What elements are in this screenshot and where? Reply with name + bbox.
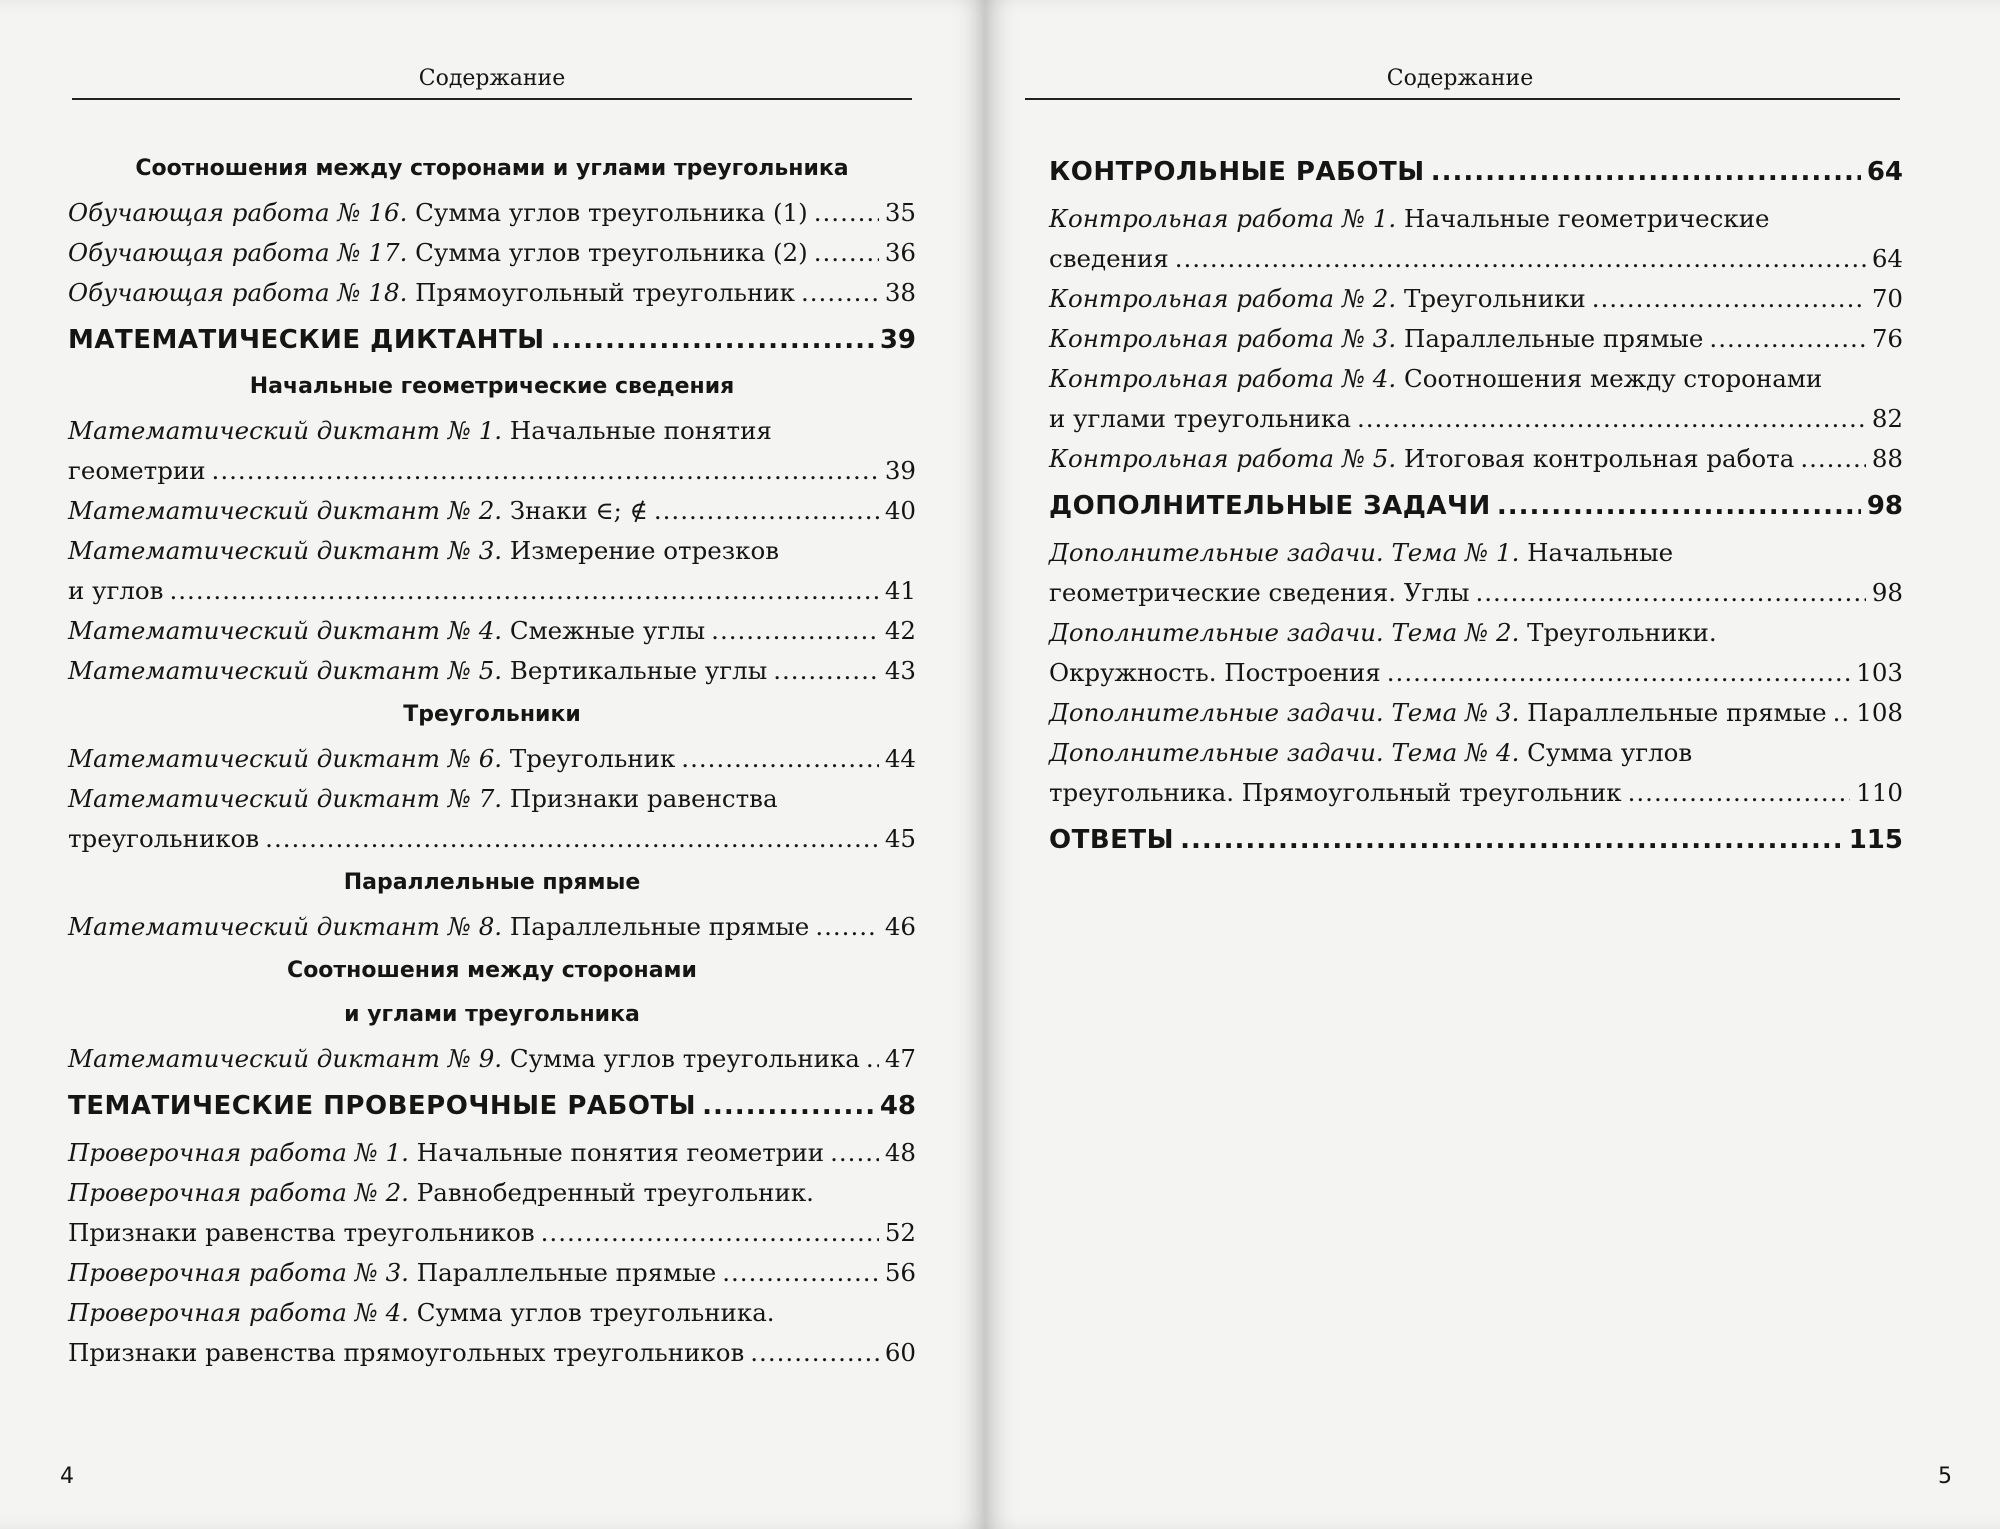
page-ref: 43: [884, 656, 916, 685]
entry-title: Параллельные прямые: [416, 1258, 717, 1287]
entry-heading: [68, 193, 808, 233]
page-ref: 35: [884, 198, 916, 227]
entry-line: [68, 907, 916, 947]
running-head: Содержание: [418, 66, 566, 91]
page-ref: 47: [884, 1044, 916, 1073]
entry-title: Начальные понятия: [509, 416, 772, 445]
left-page: [0, 0, 985, 1529]
page-ref: 38: [884, 278, 916, 307]
entry-title: Вертикальные углы: [509, 656, 768, 685]
entry-kind: Математический диктант № 7.: [68, 784, 503, 813]
entry-line: [68, 531, 916, 571]
toc-entry: [68, 193, 916, 233]
dot-leader: [830, 1133, 879, 1173]
entry-line: [68, 193, 916, 233]
entry-continuation: треугольника. Прямоугольный треугольник: [1049, 778, 1622, 807]
toc-subheading: Соотношения между сторонами: [287, 958, 697, 983]
entry-kind: Обучающая работа № 18.: [68, 278, 408, 307]
dot-leader: [866, 1039, 879, 1079]
dot-leader: [169, 571, 878, 611]
entry-line: [68, 1213, 916, 1253]
entry-title: Прямоугольный треугольник: [415, 278, 795, 307]
dot-leader: [1357, 399, 1866, 439]
running-head: Содержание: [1386, 66, 1534, 91]
entry-title: Сумма углов: [1527, 738, 1693, 767]
entry-title: Начальные: [1527, 538, 1674, 567]
dot-leader: [212, 451, 879, 491]
entry-line: [68, 1253, 916, 1293]
entry-continuation: Окружность. Построения: [1049, 658, 1381, 687]
entry-line: [1049, 693, 1903, 733]
toc-entry: [68, 739, 916, 779]
entry-kind: Дополнительные задачи. Тема № 2.: [1049, 618, 1520, 647]
entry-title: Итоговая контрольная работа: [1403, 444, 1795, 473]
entry-line: [68, 451, 916, 491]
entry-line: [68, 651, 916, 691]
entry-line: [68, 1333, 916, 1373]
toc-section: [1049, 483, 1903, 529]
dot-leader: [773, 651, 879, 691]
dot-leader: [541, 1213, 879, 1253]
dot-leader: [1800, 439, 1866, 479]
dot-leader: [750, 1333, 879, 1373]
header-rule: [1025, 98, 1900, 100]
entry-title: Сумма углов треугольника (1): [415, 198, 808, 227]
toc-entry: [68, 491, 916, 531]
page-ref: 60: [884, 1338, 916, 1367]
entry-kind: Математический диктант № 4.: [68, 616, 503, 645]
entry-kind: Математический диктант № 5.: [68, 656, 503, 685]
page-ref: 98: [1871, 578, 1903, 607]
entry-heading: [68, 907, 809, 947]
entry-kind: Дополнительные задачи. Тема № 3.: [1049, 698, 1520, 727]
entry-title: Треугольники.: [1527, 618, 1717, 647]
entry-line: [1049, 773, 1903, 813]
entry-title: Равнобедренный треугольник.: [416, 1178, 814, 1207]
entry-title: Сумма углов треугольника (2): [415, 238, 808, 267]
toc-entry: [1049, 279, 1903, 319]
entry-title: Параллельные прямые: [509, 912, 810, 941]
entry-title: Измерение отрезков: [509, 536, 779, 565]
entry-line: [68, 273, 916, 313]
entry-title: Треугольник: [509, 744, 676, 773]
page-ref: 70: [1871, 284, 1903, 313]
entry-line: [1049, 439, 1903, 479]
page-ref: 48: [879, 1091, 916, 1121]
entry-heading: [1049, 204, 1770, 233]
entry-title: Треугольники: [1403, 284, 1586, 313]
entry-line: [68, 233, 916, 273]
entry-line: [1049, 613, 1903, 653]
entry-heading: [1049, 618, 1717, 647]
section-title: МАТЕМАТИЧЕСКИЕ ДИКТАНТЫ: [68, 325, 545, 355]
entry-heading: [68, 233, 808, 273]
toc-subheading: Соотношения между сторонами и углами треугольника: [135, 156, 849, 181]
entry-line: [68, 411, 916, 451]
entry-continuation: геометрические сведения. Углы: [1049, 578, 1470, 607]
dot-leader: [654, 491, 879, 531]
toc-entry: [68, 907, 916, 947]
toc-section: [68, 1083, 916, 1129]
section-title: ТЕМАТИЧЕСКИЕ ПРОВЕРОЧНЫЕ РАБОТЫ: [68, 1091, 697, 1121]
entry-kind: Математический диктант № 3.: [68, 536, 503, 565]
toc-subheading: Треугольники: [403, 702, 581, 727]
entry-title: Признаки равенства: [509, 784, 778, 813]
toc-section: [68, 317, 916, 363]
entry-continuation: и углов: [68, 576, 164, 605]
page-ref: 40: [884, 496, 916, 525]
page-ref: 44: [884, 744, 916, 773]
entry-title: Параллельные прямые: [1403, 324, 1704, 353]
header-rule: [72, 98, 912, 100]
page-number: 4: [60, 1464, 74, 1489]
toc-entry: [1049, 613, 1903, 693]
toc-section: [1049, 149, 1903, 195]
entry-line: [68, 491, 916, 531]
entry-title: Начальные геометрические: [1403, 204, 1770, 233]
toc-entry: [1049, 533, 1903, 613]
page-ref: 103: [1856, 658, 1903, 687]
page-number: 5: [1938, 1464, 1952, 1489]
entry-heading: [1049, 319, 1703, 359]
entry-heading: [68, 1133, 824, 1173]
entry-kind: Контрольная работа № 3.: [1049, 324, 1397, 353]
entry-kind: Математический диктант № 9.: [68, 1044, 503, 1073]
entry-title: Смежные углы: [509, 616, 706, 645]
entry-heading: [68, 611, 705, 651]
page-ref: 64: [1871, 244, 1903, 273]
entry-line: [1049, 399, 1903, 439]
toc-entry: [68, 531, 916, 611]
page-ref: 52: [884, 1218, 916, 1247]
entry-line: [68, 1293, 916, 1333]
entry-line: [68, 1173, 916, 1213]
entry-heading: [68, 1039, 860, 1079]
entry-kind: Контрольная работа № 4.: [1049, 364, 1397, 393]
toc-list: [1049, 145, 1903, 867]
page-ref: 36: [884, 238, 916, 267]
section-title: ОТВЕТЫ: [1049, 825, 1175, 855]
entry-kind: Проверочная работа № 2.: [68, 1178, 409, 1207]
toc-entry: [68, 1039, 916, 1079]
toc-subheading: и углами треугольника: [344, 1002, 640, 1027]
dot-leader: [801, 273, 879, 313]
entry-heading: [1049, 279, 1586, 319]
entry-heading: [68, 273, 795, 313]
entry-continuation: сведения: [1049, 244, 1169, 273]
page-ref: 48: [884, 1138, 916, 1167]
entry-line: [1049, 319, 1903, 359]
entry-line: [1049, 279, 1903, 319]
entry-kind: Контрольная работа № 2.: [1049, 284, 1397, 313]
toc-entry: [68, 233, 916, 273]
entry-continuation: треугольников: [68, 824, 260, 853]
toc-section: [1049, 817, 1903, 863]
dot-leader: [722, 1253, 879, 1293]
dot-leader: [1628, 773, 1851, 813]
page-ref: 88: [1871, 444, 1903, 473]
dot-leader: [1175, 239, 1866, 279]
entry-title: Знаки ∈; ∉: [509, 496, 648, 525]
entry-kind: Проверочная работа № 4.: [68, 1298, 409, 1327]
dot-leader: [1497, 483, 1861, 529]
entry-title: Соотношения между сторонами: [1403, 364, 1823, 393]
entry-continuation: Признаки равенства треугольников: [68, 1218, 535, 1247]
entry-heading: [68, 784, 778, 813]
dot-leader: [815, 907, 879, 947]
entry-heading: [68, 1178, 814, 1207]
dot-leader: [265, 819, 879, 859]
entry-line: [1049, 573, 1903, 613]
right-page: [985, 0, 2000, 1529]
page-ref: 115: [1848, 825, 1903, 855]
entry-line: [1049, 733, 1903, 773]
entry-kind: Обучающая работа № 17.: [68, 238, 408, 267]
entry-kind: Математический диктант № 1.: [68, 416, 503, 445]
toc-entry: [68, 273, 916, 313]
entry-line: [68, 1039, 916, 1079]
entry-heading: [68, 739, 675, 779]
toc-entry: [68, 611, 916, 651]
toc-entry: [1049, 733, 1903, 813]
entry-kind: Проверочная работа № 1.: [68, 1138, 409, 1167]
entry-kind: Математический диктант № 2.: [68, 496, 503, 525]
entry-continuation: Признаки равенства прямоугольных треугольников: [68, 1338, 745, 1367]
page-ref: 56: [884, 1258, 916, 1287]
toc-subheading: Параллельные прямые: [343, 870, 641, 895]
dot-leader: [681, 739, 879, 779]
entry-kind: Обучающая работа № 16.: [68, 198, 408, 227]
toc-entry: [1049, 693, 1903, 733]
entry-line: [68, 611, 916, 651]
entry-heading: [1049, 538, 1673, 567]
toc-entry: [68, 411, 916, 491]
dot-leader: [1180, 817, 1843, 863]
toc-entry: [1049, 359, 1903, 439]
entry-heading: [68, 416, 772, 445]
entry-kind: Дополнительные задачи. Тема № 4.: [1049, 738, 1520, 767]
dot-leader: [814, 193, 879, 233]
entry-heading: [1049, 439, 1794, 479]
dot-leader: [1387, 653, 1850, 693]
toc-entry: [68, 1253, 916, 1293]
entry-kind: Дополнительные задачи. Тема № 1.: [1049, 538, 1520, 567]
entry-heading: [68, 491, 648, 531]
page-ref: 41: [884, 576, 916, 605]
toc-entry: [1049, 199, 1903, 279]
entry-heading: [68, 651, 767, 691]
page-ref: 39: [879, 325, 916, 355]
entry-heading: [1049, 364, 1822, 393]
entry-heading: [68, 1253, 716, 1293]
toc-entry: [1049, 439, 1903, 479]
dot-leader: [711, 611, 879, 651]
entry-continuation: и углами треугольника: [1049, 404, 1351, 433]
page-ref: 82: [1871, 404, 1903, 433]
entry-title: Сумма углов треугольника: [509, 1044, 860, 1073]
entry-line: [1049, 199, 1903, 239]
entry-kind: Математический диктант № 8.: [68, 912, 503, 941]
page-ref: 110: [1856, 778, 1903, 807]
entry-kind: Проверочная работа № 3.: [68, 1258, 409, 1287]
entry-line: [68, 571, 916, 611]
entry-line: [1049, 533, 1903, 573]
toc-entry: [1049, 319, 1903, 359]
page-ref: 76: [1871, 324, 1903, 353]
toc-list: [68, 145, 916, 1373]
section-title: КОНТРОЛЬНЫЕ РАБОТЫ: [1049, 157, 1425, 187]
toc-entry: [68, 779, 916, 859]
dot-leader: [551, 317, 874, 363]
entry-line: [68, 779, 916, 819]
entry-title: Параллельные прямые: [1527, 698, 1827, 727]
entry-line: [68, 739, 916, 779]
entry-line: [68, 1133, 916, 1173]
page-ref: 64: [1866, 157, 1903, 187]
dot-leader: [1431, 149, 1861, 195]
entry-continuation: геометрии: [68, 456, 206, 485]
page-ref: 42: [884, 616, 916, 645]
entry-title: Сумма углов треугольника.: [416, 1298, 775, 1327]
dot-leader: [702, 1083, 874, 1129]
dot-leader: [1592, 279, 1866, 319]
entry-kind: Математический диктант № 6.: [68, 744, 503, 773]
entry-line: [68, 819, 916, 859]
entry-line: [1049, 359, 1903, 399]
entry-kind: Контрольная работа № 1.: [1049, 204, 1397, 233]
entry-heading: [68, 536, 779, 565]
page-ref: 46: [884, 912, 916, 941]
entry-line: [1049, 239, 1903, 279]
section-title: ДОПОЛНИТЕЛЬНЫЕ ЗАДАЧИ: [1049, 491, 1491, 521]
toc-entry: [68, 1133, 916, 1173]
page-ref: 98: [1866, 491, 1903, 521]
dot-leader: [814, 233, 879, 273]
entry-kind: Контрольная работа № 5.: [1049, 444, 1397, 473]
entry-heading: [1049, 738, 1692, 767]
entry-heading: [1049, 693, 1827, 733]
entry-line: [1049, 653, 1903, 693]
page-ref: 39: [884, 456, 916, 485]
toc-entry: [68, 1173, 916, 1253]
toc-entry: [68, 651, 916, 691]
toc-entry: [68, 1293, 916, 1373]
entry-title: Начальные понятия геометрии: [416, 1138, 825, 1167]
toc-subheading: Начальные геометрические сведения: [249, 374, 735, 399]
page-ref: 108: [1856, 698, 1903, 727]
dot-leader: [1709, 319, 1865, 359]
dot-leader: [1475, 573, 1865, 613]
dot-leader: [1833, 693, 1851, 733]
entry-heading: [68, 1298, 775, 1327]
page-ref: 45: [884, 824, 916, 853]
